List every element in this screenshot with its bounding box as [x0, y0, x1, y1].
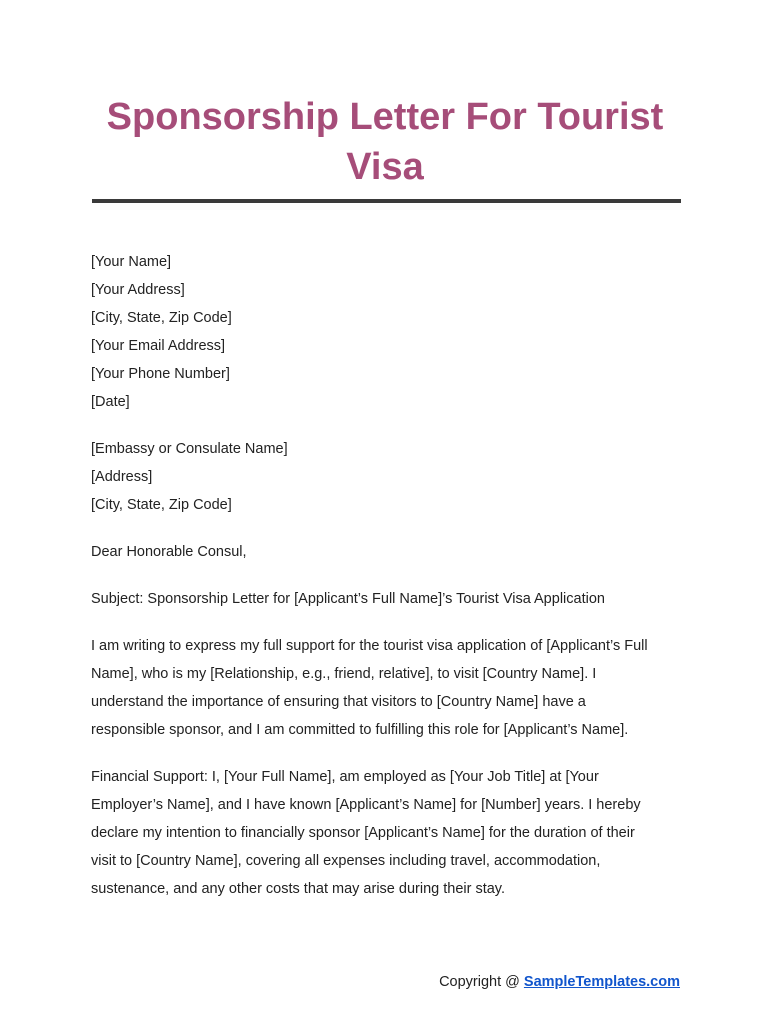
subject-line: [91, 585, 681, 613]
sender-email: [Your Email Address]: [91, 338, 226, 354]
letter-date: [Date]: [91, 394, 130, 410]
sender-phone: [Your Phone Number]: [91, 366, 230, 382]
recipient-name: [Embassy or Consulate Name]: [91, 441, 288, 457]
sample-templates-link[interactable]: SampleTemplates.com: [523, 974, 680, 990]
copyright-text: Copyright @: [439, 974, 524, 990]
paragraph-financial-support: [91, 763, 681, 903]
sender-address: [Your Address]: [91, 282, 185, 298]
sender-city-state-zip: [City, State, Zip Code]: [91, 310, 232, 326]
paragraph-line: declare my intention to financially sponsor [Applicant’s Name] for the duration of their: [91, 825, 635, 841]
recipient-address: [Address]: [91, 469, 153, 485]
sender-name: [Your Name]: [91, 254, 172, 270]
paragraph-line: Name], who is my [Relationship, e.g., friend, relative], to visit [Country Name]. I: [91, 666, 597, 682]
paragraph-line: responsible sponsor, and I am committed to fulfilling this role for [Applicant’s Name].: [91, 722, 629, 738]
copyright-footer: [439, 970, 680, 994]
paragraph-introduction: [91, 632, 681, 744]
letter-body: [91, 248, 681, 922]
recipient-address-block: [91, 435, 681, 519]
paragraph-line: sustenance, and any other costs that may arise during their stay.: [91, 881, 506, 897]
sender-address-block: [91, 248, 681, 416]
title-line-1: Sponsorship Letter For Tourist: [106, 96, 664, 138]
subject-text: Subject: Sponsorship Letter for [Applicant’s Full Name]’s Tourist Visa Application: [91, 591, 605, 607]
salutation: [91, 538, 681, 566]
paragraph-line: I am writing to express my full support for the tourist visa application of [Applicant’s Full: [91, 638, 648, 654]
recipient-city-state-zip: [City, State, Zip Code]: [91, 497, 232, 513]
title-divider: [92, 199, 681, 203]
paragraph-line: Financial Support: I, [Your Full Name], am employed as [Your Job Title] at [Your: [91, 769, 599, 785]
salutation-text: Dear Honorable Consul,: [91, 544, 247, 560]
document-title: [95, 92, 675, 192]
paragraph-line: visit to [Country Name], covering all expenses including travel, accommodation,: [91, 853, 601, 869]
title-line-2: Visa: [346, 146, 424, 188]
paragraph-line: understand the importance of ensuring that visitors to [Country Name] have a: [91, 694, 586, 710]
paragraph-line: Employer’s Name], and I have known [Applicant’s Name] for [Number] years. I hereby: [91, 797, 641, 813]
